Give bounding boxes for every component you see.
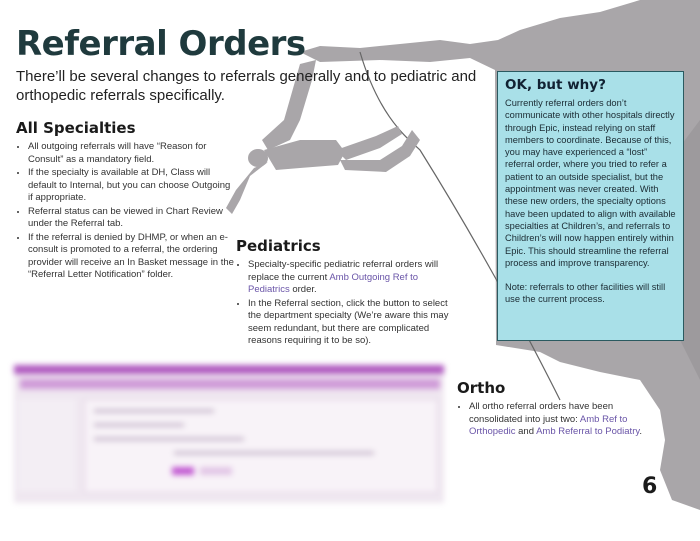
page-subtitle: There’ll be several changes to referrals generally and to pediatric and orthopedic referrals specifically. (16, 68, 477, 104)
list-item: • If the specialty is available at DH, Class will default to Internal, but you can choose Outgoing if appropriate. (28, 167, 234, 205)
callout-heading: OK, but why? (505, 77, 606, 93)
screenshot-line (94, 437, 244, 441)
amb-outgoing-ref-pediatrics-link[interactable]: Amb Outgoing Ref to Pediatrics (248, 271, 419, 295)
screenshot-toolbar (20, 379, 440, 389)
pediatrics-heading: Pediatrics (236, 237, 321, 255)
screenshot-titlebar (14, 365, 444, 374)
list-item: • If the referral is denied by DHMP, or when an e-consult is promoted to a referral, the ordering provider will receive an In Basket message in the “Referral Letter Notification” folder. (28, 232, 234, 282)
list-item: • Referral status can be viewed in Chart Review under the Referral tab. (28, 206, 234, 231)
all-specialties-section (16, 119, 234, 283)
screenshot-line (94, 409, 214, 413)
list-item (248, 259, 452, 297)
screenshot-accept-button (172, 467, 194, 475)
bullet-text: and (515, 426, 537, 437)
screenshot-line (94, 423, 184, 427)
amb-ref-orthopedic-link[interactable]: Amb Ref to Orthopedic (469, 413, 628, 437)
blurred-epic-screenshot (14, 365, 444, 503)
list-item: • All outgoing referrals will have “Reason for Consult” as a mandatory field. (28, 141, 234, 166)
pediatrics-list (236, 259, 452, 348)
list-item (469, 401, 657, 439)
bullet-text: Specialty-specific pediatric referral orders will replace the current (248, 259, 439, 283)
screenshot-sidebar (18, 399, 76, 491)
all-specialties-heading: All Specialties (16, 119, 136, 137)
ortho-list (457, 401, 657, 439)
screenshot-cancel-button (200, 467, 232, 475)
list-item: • In the Referral section, click the button to select the department specialty (We’re aware this may seem redundant, but there are complicated reasons requiring it to be so). (248, 298, 452, 348)
amb-referral-podiatry-link[interactable]: Amb Referral to Podiatry (536, 426, 640, 437)
all-specialties-list (16, 141, 234, 282)
bullet-text: All ortho referral orders have been consolidated into just two: (469, 401, 614, 425)
bullet-text: order. (289, 284, 317, 295)
pediatrics-section (236, 237, 452, 349)
callout-body: Currently referral orders don’t communicate with other hospitals directly through Epic, instead relying on staff members to coordinate. Because of this, you may have experienced a “lost” referral order, where you tried to refer a patient to an outside specialist, but the appointment was never created. With these new orders, the specialty options have been updated to align with available specialties at Children’s, and referrals to Children’s will now happen entirely within Epic. This should streamline the referral process and improve transparency. (505, 98, 676, 268)
page-number: 6 (642, 474, 658, 499)
why-callout-box (497, 71, 684, 341)
ortho-section (457, 379, 657, 440)
page-title: Referral Orders (16, 24, 306, 64)
screenshot-line (174, 451, 374, 455)
ortho-heading: Ortho (457, 379, 506, 397)
screenshot-form-pane (84, 399, 438, 493)
callout-note: Note: referrals to other facilities will still use the current process. (505, 282, 666, 305)
bullet-text: . (639, 426, 643, 437)
